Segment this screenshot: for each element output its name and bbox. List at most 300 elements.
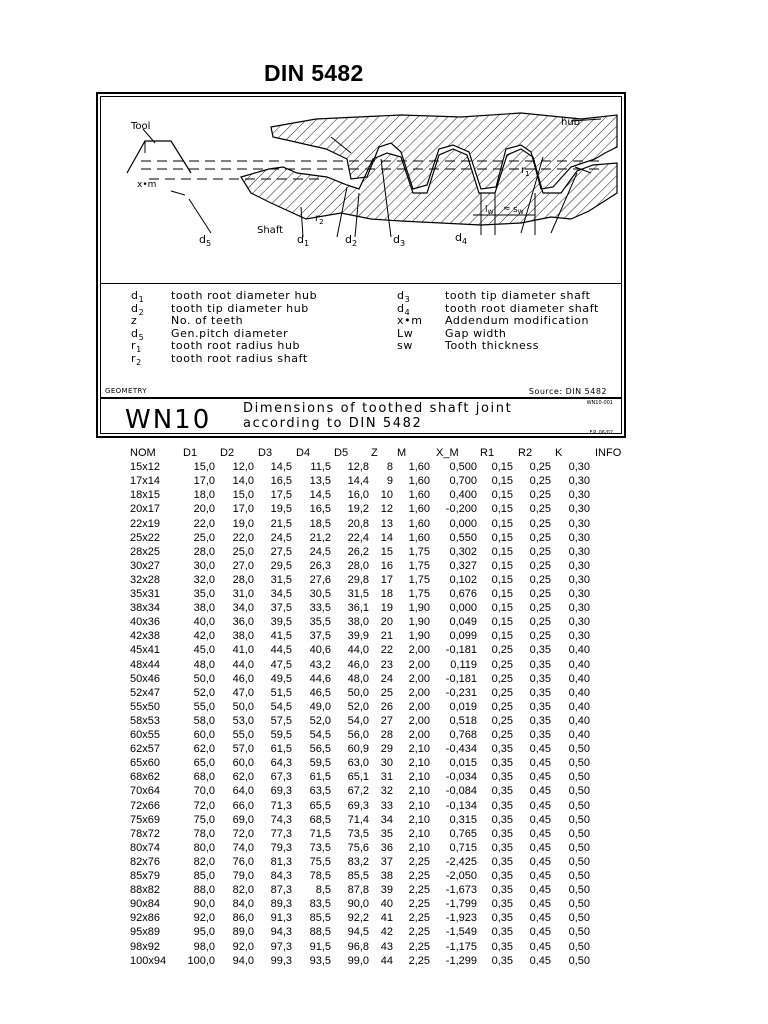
table-cell: 0,315 xyxy=(449,813,477,826)
column-header: R2 xyxy=(518,447,533,459)
table-cell: 0,50 xyxy=(568,870,590,882)
table-cell: 0,35 xyxy=(529,714,551,727)
table-cell: 0,50 xyxy=(568,799,590,812)
wn-code-title: WN10 xyxy=(125,405,212,435)
table-cell: 92,0 xyxy=(232,940,254,953)
column-header: R1 xyxy=(480,447,495,459)
table-cell: 88,5 xyxy=(309,926,331,939)
table-cell: 0,25 xyxy=(529,489,551,502)
table-cell: 93,5 xyxy=(309,954,331,967)
drawing-code: WN10-001 xyxy=(586,400,613,406)
table-cell: 1,75 xyxy=(408,573,430,586)
table-cell: 0,15 xyxy=(491,503,513,516)
table-cell: 94,3 xyxy=(270,926,292,939)
table-cell: 0,35 xyxy=(529,729,551,741)
description-line-1: Dimensions of toothed shaft joint xyxy=(243,401,513,416)
table-cell: 33,5 xyxy=(309,602,331,615)
table-cell: 0,40 xyxy=(568,700,590,713)
table-cell: 2,25 xyxy=(408,884,430,897)
table-cell: 76,0 xyxy=(232,855,254,868)
table-cell: 36 xyxy=(380,841,393,854)
table-cell: 16 xyxy=(380,559,393,572)
table-cell: 0,019 xyxy=(449,700,477,713)
table-cell: 0,049 xyxy=(449,616,477,629)
table-cell: 31,0 xyxy=(232,588,254,600)
column-header: INFO xyxy=(595,447,622,459)
table-cell: 30 xyxy=(380,757,393,770)
table-cell: 58x53 xyxy=(130,714,160,727)
table-cell: 0,25 xyxy=(491,729,513,741)
table-row xyxy=(0,587,768,601)
table-cell: 79,3 xyxy=(270,841,292,854)
column-header: Z xyxy=(371,447,378,459)
table-cell: 57,5 xyxy=(270,714,292,727)
table-cell: 0,45 xyxy=(529,743,551,756)
column-header: D2 xyxy=(220,447,235,459)
table-cell: 0,25 xyxy=(529,503,551,516)
divider xyxy=(101,397,621,399)
legend-text: Gap width xyxy=(445,326,507,340)
table-cell: 85,5 xyxy=(309,912,331,925)
table-cell: 0,40 xyxy=(568,714,590,727)
legend-symbol-main: d xyxy=(131,301,139,315)
table-cell: 16,5 xyxy=(309,503,331,516)
table-cell: 84,0 xyxy=(232,898,254,911)
legend-text: tooth tip diameter hub xyxy=(171,301,309,315)
table-cell: 40 xyxy=(380,898,393,911)
table-cell: 68,5 xyxy=(309,813,331,826)
table-cell: 0,15 xyxy=(491,517,513,530)
table-cell: 0,30 xyxy=(568,517,590,530)
table-cell: 1,75 xyxy=(408,588,430,600)
table-cell: 63,0 xyxy=(347,757,369,770)
table-cell: 0,25 xyxy=(529,545,551,558)
table-cell: 2,00 xyxy=(408,658,430,671)
table-cell: 56,0 xyxy=(347,729,369,741)
legend-symbol-main: d xyxy=(131,326,139,340)
table-cell: 0,50 xyxy=(568,898,590,911)
table-cell: 0,40 xyxy=(568,644,590,657)
drawing-date: F.P. 06/02 xyxy=(589,430,613,436)
d4-label: $d_4$ xyxy=(455,231,468,246)
table-cell: 0,50 xyxy=(568,785,590,798)
table-cell: 0,15 xyxy=(491,630,513,643)
table-cell: 92,2 xyxy=(347,912,369,925)
table-cell: 60,0 xyxy=(193,729,215,741)
table-cell: 54,5 xyxy=(309,729,331,741)
table-cell: 15 xyxy=(380,545,393,558)
table-cell: 59,5 xyxy=(309,757,331,770)
table-cell: 0,700 xyxy=(449,475,477,488)
table-cell: 38,0 xyxy=(193,602,215,615)
table-cell: 15,0 xyxy=(193,461,215,474)
table-cell: 0,50 xyxy=(568,743,590,756)
table-cell: 91,3 xyxy=(270,912,292,925)
table-cell: 20,8 xyxy=(347,517,369,530)
r2-label: $r_2$ xyxy=(315,213,324,226)
table-cell: -1,299 xyxy=(445,954,477,967)
table-cell: 0,30 xyxy=(568,489,590,502)
table-cell: 2,25 xyxy=(408,855,430,868)
drawing-frame-inner xyxy=(100,96,622,434)
table-cell: 22x19 xyxy=(130,517,160,530)
table-cell: 75x69 xyxy=(130,813,160,826)
table-cell: 2,10 xyxy=(408,841,430,854)
page-title: DIN 5482 xyxy=(264,60,364,86)
table-cell: 0,102 xyxy=(449,573,477,586)
table-cell: 77,3 xyxy=(270,827,292,840)
table-cell: 0,40 xyxy=(568,658,590,671)
table-cell: 74,0 xyxy=(232,841,254,854)
column-header: NOM xyxy=(130,447,156,459)
table-row xyxy=(0,488,768,502)
table-cell: 40,6 xyxy=(309,644,331,657)
table-cell: 39 xyxy=(380,884,393,897)
table-cell: 14 xyxy=(380,531,393,544)
table-cell: 0,15 xyxy=(491,461,513,474)
table-cell: 22 xyxy=(380,644,393,657)
d2-label: $d_2$ xyxy=(345,233,358,248)
legend-symbol-main: r xyxy=(131,351,137,365)
table-cell: 14,5 xyxy=(309,489,331,502)
table-cell: 19,2 xyxy=(347,503,369,516)
table-cell: 0,45 xyxy=(529,870,551,882)
table-cell: 1,60 xyxy=(408,489,430,502)
table-cell: 60x55 xyxy=(130,729,160,741)
table-cell: 0,45 xyxy=(529,827,551,840)
table-cell: 0,45 xyxy=(529,841,551,854)
table-cell: 33 xyxy=(380,799,393,812)
table-cell: 61,5 xyxy=(309,771,331,784)
legend-text: Addendum modification xyxy=(445,314,590,327)
table-cell: 73,5 xyxy=(309,841,331,854)
table-cell: 1,60 xyxy=(408,461,430,474)
table-cell: 0,25 xyxy=(491,700,513,713)
legend-symbol-main: d xyxy=(397,301,405,315)
table-cell: 0,35 xyxy=(491,771,513,784)
table-cell: -0,181 xyxy=(445,672,477,685)
table-cell: 0,35 xyxy=(491,912,513,925)
table-cell: 0,15 xyxy=(491,489,513,502)
table-cell: 0,25 xyxy=(529,588,551,600)
table-cell: 86,0 xyxy=(232,912,254,925)
table-cell: 0,45 xyxy=(529,785,551,798)
table-cell: 46,5 xyxy=(309,686,331,699)
table-cell: 0,30 xyxy=(568,588,590,600)
table-cell: 16,5 xyxy=(270,475,292,488)
legend-symbol-sub: 1 xyxy=(138,295,145,305)
table-cell: 0,35 xyxy=(529,686,551,699)
table-cell: 0,35 xyxy=(491,855,513,868)
table-cell: 35,0 xyxy=(193,588,215,600)
table-cell: 0,15 xyxy=(491,545,513,558)
table-cell: 42,0 xyxy=(193,630,215,643)
table-cell: 2,10 xyxy=(408,771,430,784)
table-cell: 25,0 xyxy=(193,531,215,544)
table-row xyxy=(0,799,768,813)
table-cell: 0,50 xyxy=(568,813,590,826)
table-row xyxy=(0,531,768,545)
table-row xyxy=(0,474,768,488)
table-cell: 50x46 xyxy=(130,672,160,685)
table-cell: 0,35 xyxy=(491,926,513,939)
table-cell: 60,0 xyxy=(232,757,254,770)
table-cell: 75,5 xyxy=(309,855,331,868)
table-cell: 52x47 xyxy=(130,686,160,699)
table-cell: 1,75 xyxy=(408,545,430,558)
table-cell: -0,434 xyxy=(445,743,477,756)
table-cell: 26 xyxy=(380,700,393,713)
table-cell: 28,0 xyxy=(193,545,215,558)
table-cell: 0,35 xyxy=(491,898,513,911)
table-cell: 0,35 xyxy=(529,672,551,685)
table-cell: 62x57 xyxy=(130,743,160,756)
table-cell: 63,5 xyxy=(309,785,331,798)
table-cell: 62,0 xyxy=(232,771,254,784)
table-cell: 0,30 xyxy=(568,573,590,586)
table-cell: 47,0 xyxy=(232,686,254,699)
table-cell: 85,5 xyxy=(347,870,369,882)
table-cell: 0,25 xyxy=(529,461,551,474)
table-cell: 2,00 xyxy=(408,729,430,741)
table-cell: 0,35 xyxy=(491,940,513,953)
table-cell: 18 xyxy=(380,588,393,600)
table-cell: 0,25 xyxy=(529,602,551,615)
table-cell: 21 xyxy=(380,630,393,643)
lw-label: $l_W$ xyxy=(485,205,494,216)
legend-symbol-sub: 3 xyxy=(404,295,411,305)
table-cell: -0,231 xyxy=(445,686,477,699)
table-cell: 0,30 xyxy=(568,616,590,629)
table-cell: 45,0 xyxy=(193,644,215,657)
table-row xyxy=(0,883,768,897)
table-cell: 65x60 xyxy=(130,757,160,770)
table-cell: 84,3 xyxy=(270,870,292,882)
table-cell: 9 xyxy=(386,475,393,488)
d3-label: $d_3$ xyxy=(393,233,406,248)
table-cell: 38x34 xyxy=(130,602,160,615)
table-cell: 69,0 xyxy=(232,813,254,826)
table-cell: 81,3 xyxy=(270,855,292,868)
table-cell: 34,0 xyxy=(232,602,254,615)
table-row xyxy=(0,911,768,925)
table-cell: 22,0 xyxy=(232,531,254,544)
table-cell: 44,6 xyxy=(309,672,331,685)
table-cell: 0,765 xyxy=(449,827,477,840)
table-cell: 46,0 xyxy=(232,672,254,685)
table-cell: 53,0 xyxy=(232,714,254,727)
table-cell: 0,50 xyxy=(568,841,590,854)
legend-symbol xyxy=(397,314,423,327)
table-cell: 0,30 xyxy=(568,630,590,643)
table-cell: 40,0 xyxy=(193,616,215,629)
table-cell: 91,5 xyxy=(309,940,331,953)
table-cell: 97,3 xyxy=(270,940,292,953)
column-header: M xyxy=(397,447,407,459)
table-cell: 36,1 xyxy=(347,602,369,615)
table-cell: 88,0 xyxy=(193,884,215,897)
table-cell: 35 xyxy=(380,827,393,840)
legend-symbol-main: sw xyxy=(397,339,413,352)
column-header: D4 xyxy=(296,447,311,459)
table-cell: 55x50 xyxy=(130,700,160,713)
table-cell: 13 xyxy=(380,517,393,530)
table-cell: 40x36 xyxy=(130,616,160,629)
table-cell: 0,15 xyxy=(491,531,513,544)
table-cell: 38,0 xyxy=(347,616,369,629)
table-header xyxy=(0,446,768,460)
table-cell: 1,60 xyxy=(408,517,430,530)
table-cell: -0,181 xyxy=(445,644,477,657)
table-cell: 87,3 xyxy=(270,884,292,897)
table-cell: 83,5 xyxy=(309,898,331,911)
table-cell: 0,50 xyxy=(568,771,590,784)
table-cell: 0,500 xyxy=(449,461,477,474)
table-cell: 60,9 xyxy=(347,743,369,756)
table-cell: 18,0 xyxy=(193,489,215,502)
table-cell: 0,35 xyxy=(529,658,551,671)
legend-symbol-sub: 4 xyxy=(404,307,411,317)
table-cell: 87,8 xyxy=(347,884,369,897)
legend-symbol-main: r xyxy=(131,339,137,352)
table-cell: 28,0 xyxy=(347,559,369,572)
table-cell: 58,0 xyxy=(193,714,215,727)
table-row xyxy=(0,770,768,784)
table-cell: 52,0 xyxy=(347,700,369,713)
table-cell: 18,5 xyxy=(309,517,331,530)
table-cell: 0,550 xyxy=(449,531,477,544)
table-cell: 75,0 xyxy=(193,813,215,826)
legend xyxy=(101,285,621,393)
table-cell: 0,45 xyxy=(529,940,551,953)
table-cell: 51,5 xyxy=(270,686,292,699)
table-cell: 50,0 xyxy=(232,700,254,713)
table-cell: 59,5 xyxy=(270,729,292,741)
table-cell: 71,4 xyxy=(347,813,369,826)
table-cell: 85x79 xyxy=(130,870,160,882)
source-label: Source: DIN 5482 xyxy=(528,387,607,396)
table-cell: 45x41 xyxy=(130,644,160,657)
table-cell: 94,0 xyxy=(232,954,254,967)
table-cell: 65,0 xyxy=(193,757,215,770)
table-cell: 71,3 xyxy=(270,799,292,812)
table-cell: 69,3 xyxy=(347,799,369,812)
table-cell: 70,0 xyxy=(193,785,215,798)
table-cell: 0,000 xyxy=(449,517,477,530)
table-row xyxy=(0,728,768,742)
table-row xyxy=(0,517,768,531)
table-cell: 0,35 xyxy=(491,954,513,967)
table-cell: 75,6 xyxy=(347,841,369,854)
table-cell: 2,25 xyxy=(408,870,430,882)
table-cell: 55,0 xyxy=(193,700,215,713)
table-cell: 0,15 xyxy=(491,475,513,488)
table-cell: 41 xyxy=(380,912,393,925)
legend-symbol-main: Lw xyxy=(397,326,414,340)
table-cell: 26,2 xyxy=(347,545,369,558)
table-cell: 35,5 xyxy=(309,616,331,629)
table-cell: 0,35 xyxy=(491,813,513,826)
legend-symbol xyxy=(131,352,142,367)
table-cell: 46,0 xyxy=(347,658,369,671)
table-cell: 2,00 xyxy=(408,644,430,657)
table-cell: 74,3 xyxy=(270,813,292,826)
divider xyxy=(101,283,621,284)
table-cell: 0,015 xyxy=(449,757,477,770)
table-cell: -0,134 xyxy=(445,799,477,812)
table-cell: 0,40 xyxy=(568,672,590,685)
table-cell: 2,00 xyxy=(408,714,430,727)
legend-symbol xyxy=(397,339,413,352)
hub-label: hub xyxy=(561,117,581,128)
table-cell: 0,25 xyxy=(491,658,513,671)
column-header: X_M xyxy=(436,447,459,459)
table-cell: 85,0 xyxy=(193,870,215,882)
table-cell: 64,0 xyxy=(232,785,254,798)
table-row xyxy=(0,601,768,615)
table-cell: 44,0 xyxy=(232,658,254,671)
table-cell: 92x86 xyxy=(130,912,160,925)
table-cell: 1,90 xyxy=(408,616,430,629)
table-cell: 0,50 xyxy=(568,827,590,840)
column-header: D3 xyxy=(258,447,273,459)
table-cell: 73,5 xyxy=(347,827,369,840)
table-cell: 0,15 xyxy=(491,573,513,586)
table-cell: 82,0 xyxy=(193,855,215,868)
legend-text: Gen.pitch diameter xyxy=(171,326,289,340)
table-cell: 1,90 xyxy=(408,602,430,615)
table-cell: 72,0 xyxy=(193,799,215,812)
table-cell: 0,15 xyxy=(491,602,513,615)
table-cell: 0,30 xyxy=(568,503,590,516)
table-cell: -0,034 xyxy=(445,771,477,784)
table-cell: 0,35 xyxy=(491,785,513,798)
table-cell: 0,15 xyxy=(491,559,513,572)
table-cell: 52,0 xyxy=(193,686,215,699)
table-row xyxy=(0,672,768,686)
table-row xyxy=(0,573,768,587)
table-cell: 43 xyxy=(380,940,393,953)
table-cell: 0,25 xyxy=(529,531,551,544)
table-cell: 1,60 xyxy=(408,475,430,488)
table-cell: 0,25 xyxy=(529,573,551,586)
table-cell: 2,10 xyxy=(408,785,430,798)
table-cell: 38 xyxy=(380,870,393,882)
table-cell: 0,50 xyxy=(568,757,590,770)
table-cell: 14,4 xyxy=(347,475,369,488)
table-cell: 27,5 xyxy=(270,545,292,558)
table-cell: 0,30 xyxy=(568,602,590,615)
legend-symbol-sub: 2 xyxy=(138,307,145,317)
table-cell: 42 xyxy=(380,926,393,939)
table-cell: 20 xyxy=(380,616,393,629)
table-row xyxy=(0,827,768,841)
legend-symbol-sub: 2 xyxy=(136,357,142,367)
table-cell: 72x66 xyxy=(130,799,160,812)
table-cell: 20x17 xyxy=(130,503,160,516)
table-cell: 0,35 xyxy=(491,884,513,897)
table-cell: 0,768 xyxy=(449,729,477,741)
table-cell: 2,10 xyxy=(408,799,430,812)
table-cell: 62,0 xyxy=(193,743,215,756)
table-cell: 2,25 xyxy=(408,926,430,939)
table-cell: 64,3 xyxy=(270,757,292,770)
table-cell: 100x94 xyxy=(130,954,167,967)
table-cell: 15,0 xyxy=(232,489,254,502)
table-cell: 17x14 xyxy=(130,475,160,488)
table-cell: 99,3 xyxy=(270,954,292,967)
table-cell: 98,0 xyxy=(193,940,215,953)
